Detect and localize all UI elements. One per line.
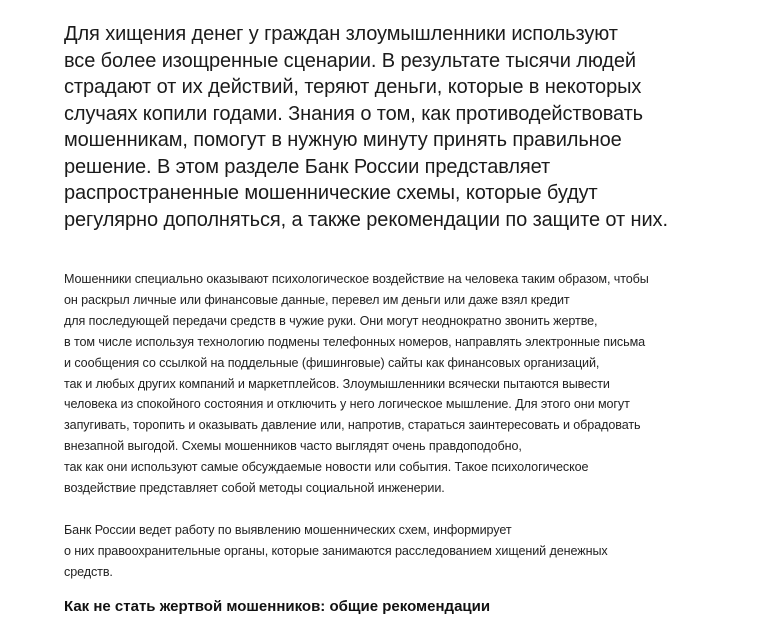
body-line: средств. <box>64 564 113 579</box>
body-line: так как они используют самые обсуждаемые новости или события. Такое психологическое <box>64 460 589 475</box>
body-line: Банк России ведет работу по выявлению мошеннических схем, информирует <box>64 522 512 537</box>
body-line: для последующей передачи средств в чужие руки. Они могут неоднократно звонить жертве, <box>64 313 598 328</box>
body-line: запугивать, торопить и оказывать давление или, напротив, стараться заинтересовать и обрадовать <box>64 418 641 433</box>
lead-line: решение. В этом разделе Банк России представляет <box>64 155 551 178</box>
body-line: и сообщения со ссылкой на поддельные (фишинговые) сайты как финансовых организаций, <box>64 355 600 370</box>
lead-line: регулярно дополняться, а также рекомендации по защите от них. <box>64 208 668 231</box>
lead-line: Для хищения денег у граждан злоумышленники используют <box>64 23 618 45</box>
body-line: он раскрыл личные или финансовые данные, перевел им деньги или даже взял кредит <box>64 292 570 307</box>
article <box>64 0 744 617</box>
lead-line: случаях копили годами. Знания о том, как противодействовать <box>64 102 644 125</box>
lead-line: мошенникам, помогут в нужную минуту принять правильное <box>64 129 622 151</box>
lead-paragraph <box>64 0 744 233</box>
body-line: воздействие представляет собой методы социальной инженерии. <box>64 481 445 496</box>
lead-line: распространенные мошеннические схемы, которые будут <box>64 182 598 204</box>
body-line: о них правоохранительные органы, которые занимаются расследованием хищений денежных <box>64 543 608 558</box>
body-line: внезапной выгодой. Схемы мошенников часто выглядят очень правдоподобно, <box>64 439 522 454</box>
body-line: в том числе используя технологию подмены телефонных номеров, направлять электронные письма <box>64 334 646 349</box>
body-line: так и любых других компаний и маркетплейсов. Злоумышленники всячески пытаются вывести <box>64 376 610 391</box>
body-line: Мошенники специально оказывают психологическое воздействие на человека таким образом, чтобы <box>64 272 649 286</box>
body-paragraph-bank-of-russia <box>64 520 744 583</box>
body-line: человека из спокойного состояния и отключить у него логическое мышление. Для этого они могут <box>64 397 630 412</box>
section-heading: Как не стать жертвой мошенников: общие рекомендации <box>64 597 491 615</box>
lead-line: все более изощренные сценарии. В результате тысячи людей <box>64 49 636 72</box>
lead-line: страдают от их действий, теряют деньги, которые в некоторых <box>64 76 642 98</box>
body-paragraph-social-engineering <box>64 269 744 499</box>
